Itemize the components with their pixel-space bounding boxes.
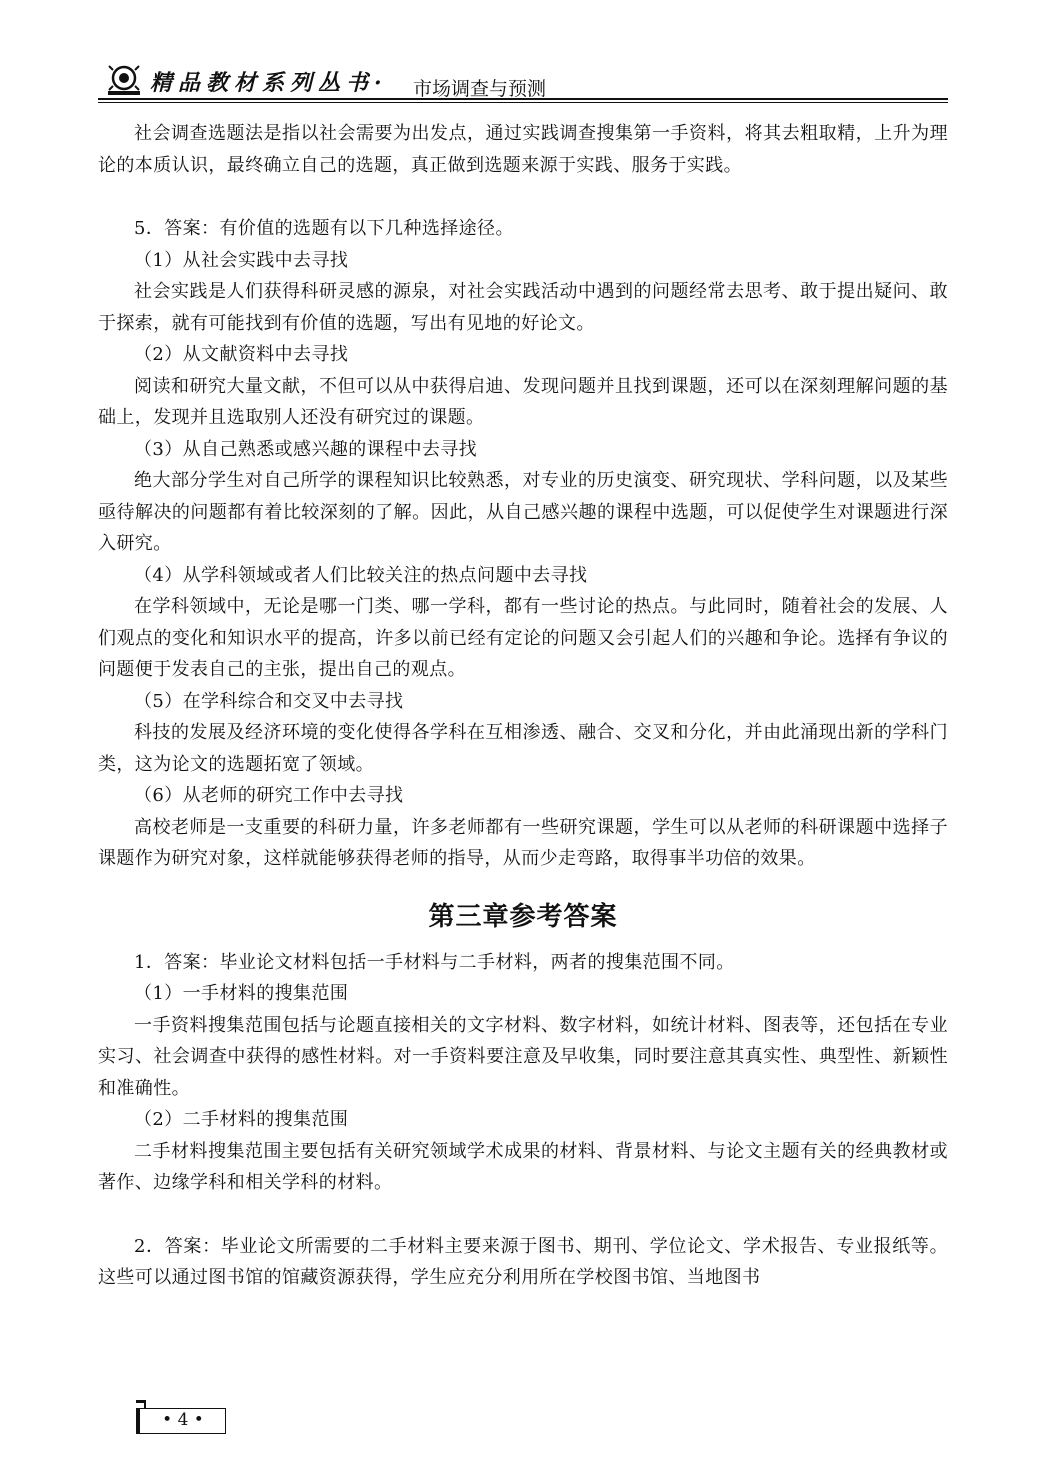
sub-heading: （2）从文献资料中去寻找 [134,344,349,365]
paragraph: 阅读和研究大量文献，不但可以从中获得启迪、发现问题并且找到课题，还可以在深刻理解问题的基础上，发现并且选取别人还没有研究过的课题。 [98,375,948,428]
chapter-title: 第三章参考答案 [428,901,618,932]
sub-heading: （6）从老师的研究工作中去寻找 [134,785,404,806]
paragraph-gap [98,181,948,213]
series-title: 精品教材系列丛书· [150,70,388,96]
book-title: 市场调查与预测 [413,78,547,100]
answer-heading: 5．答案：有价值的选题有以下几种选择途径。 [134,218,514,239]
page-body [98,118,948,1294]
sub-heading: （2）二手材料的搜集范围 [134,1109,349,1130]
paragraph: 社会实践是人们获得科研灵感的源泉，对社会实践活动中遇到的问题经常去思考、敢于提出疑问、敢于探索，就有可能找到有价值的选题，写出有见地的好论文。 [98,281,948,334]
paragraph: 高校老师是一支重要的科研力量，许多老师都有一些研究课题，学生可以从老师的科研课题中选择子课题作为研究对象，这样就能够获得老师的指导，从而少走弯路，取得事半功倍的效果。 [98,816,948,869]
paragraph: 在学科领域中，无论是哪一门类、哪一学科，都有一些讨论的热点。与此同时，随着社会的发展、人们观点的变化和知识水平的提高，许多以前已经有定论的问题又会引起人们的兴趣和争论。选择有争议的问题便于发表自己的主张，提出自己的观点。 [98,596,948,680]
footer-decoration [136,1400,146,1408]
paragraph-gap [98,1199,948,1231]
page-header [98,60,948,102]
header-rule-thin [98,102,948,103]
series-logo-icon [104,64,144,96]
header-rule [98,98,948,100]
sub-heading: （3）从自己熟悉或感兴趣的课程中去寻找 [134,438,478,460]
sub-heading: （1）一手材料的搜集范围 [134,983,349,1004]
paragraph: 绝大部分学生对自己所学的课程知识比较熟悉，对专业的历史演变、研究现状、学科问题，以及某些亟待解决的问题都有着比较深刻的了解。因此，从自己感兴趣的课程中选题，可以促使学生对课题进行深入研究。 [98,470,948,554]
sub-heading: （4）从学科领域或者人们比较关注的热点问题中去寻找 [134,564,588,586]
paragraph: 二手材料搜集范围主要包括有关研究领域学术成果的材料、背景材料、与论文主题有关的经典教材或著作、边缘学科和相关学科的材料。 [98,1140,948,1193]
paragraph: 科技的发展及经济环境的变化使得各学科在互相渗透、融合、交叉和分化，并由此涌现出新的学科门类，这为论文的选题拓宽了领域。 [98,722,948,775]
paragraph: 2．答案：毕业论文所需要的二手材料主要来源于图书、期刊、学位论文、学术报告、专业报纸等。这些可以通过图书馆的馆藏资源获得，学生应充分利用所在学校图书馆、当地图书 [98,1235,948,1288]
page-number: • 4 • [162,1410,204,1430]
paragraph: 社会调查选题法是指以社会需要为出发点，通过实践调查搜集第一手资料，将其去粗取精，上升为理论的本质认识，最终确立自己的选题，真正做到选题来源于实践、服务于实践。 [98,123,948,176]
sub-heading: （1）从社会实践中去寻找 [134,249,349,271]
page-number-box [136,1408,226,1434]
paragraph: 一手资料搜集范围包括与论题直接相关的文字材料、数字材料，如统计材料、图表等，还包括在专业实习、社会调查中获得的感性材料。对一手资料要注意及早收集，同时要注意其真实性、典型性、新颖性和准确性。 [98,1014,948,1099]
sub-heading: （5）在学科综合和交叉中去寻找 [134,690,404,712]
answer-heading: 1．答案：毕业论文材料包括一手材料与二手材料，两者的搜集范围不同。 [134,951,735,973]
